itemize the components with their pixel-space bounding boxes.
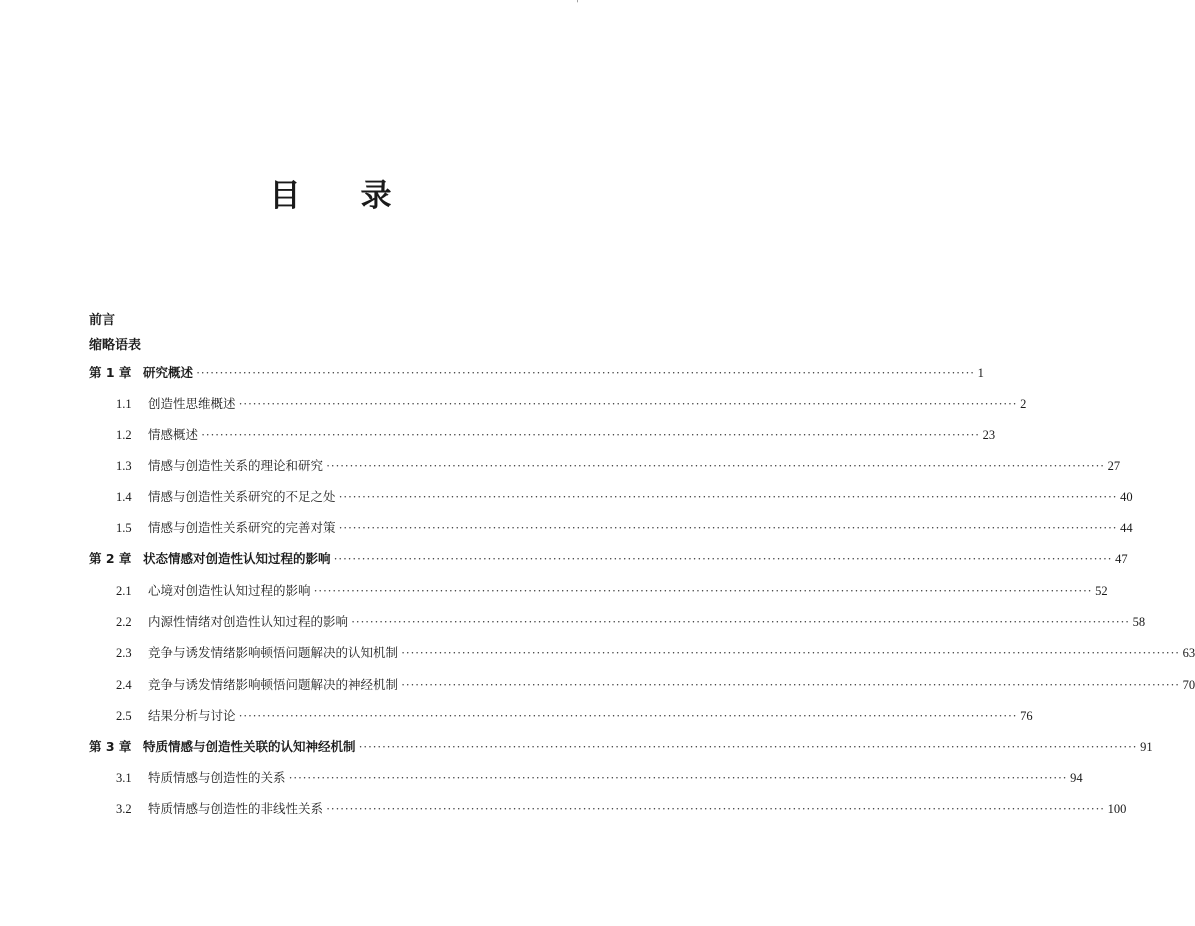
toc-section-entry[interactable] bbox=[89, 644, 1195, 662]
dot-leader: ······································································································································································· bbox=[238, 709, 1018, 723]
section-number: 2.3 bbox=[116, 646, 132, 660]
page-title bbox=[0, 170, 661, 215]
dot-leader: ······································································································································································· bbox=[338, 521, 1118, 535]
page-number: 100 bbox=[1107, 802, 1127, 816]
entry-title: 特质情感与创造性的关系 bbox=[148, 770, 286, 785]
dot-leader: ······································································································································································· bbox=[288, 771, 1068, 785]
toc-section-entry[interactable] bbox=[89, 613, 1146, 631]
entry-title: 内源性情绪对创造性认知过程的影响 bbox=[148, 614, 349, 629]
entry-title: 情感与创造性关系研究的完善对策 bbox=[148, 520, 336, 535]
dot-leader: ······································································································································································· bbox=[196, 366, 975, 380]
entry-title: 状态情感对创造性认知过程的影响 bbox=[143, 551, 331, 566]
dot-leader: ······································································································································································· bbox=[351, 615, 1130, 629]
page-number: 91 bbox=[1140, 740, 1153, 754]
section-number: 3.1 bbox=[116, 771, 132, 785]
section-number: 2.4 bbox=[116, 678, 132, 692]
chapter-number: 第 2 章 bbox=[89, 551, 132, 566]
page-number: 70 bbox=[1182, 678, 1195, 692]
entry-title: 情感概述 bbox=[148, 427, 199, 442]
toc-section-entry[interactable] bbox=[89, 519, 1133, 537]
section-number: 1.1 bbox=[116, 397, 132, 411]
title-char-2: 录 bbox=[360, 178, 392, 214]
entry-title: 创造性思维概述 bbox=[148, 396, 236, 411]
page-number: 94 bbox=[1070, 771, 1083, 785]
entry-title: 情感与创造性关系的理论和研究 bbox=[148, 458, 324, 473]
toc-front-matter-preface[interactable]: 前言 bbox=[89, 313, 116, 328]
toc-section-entry[interactable] bbox=[89, 800, 1127, 818]
section-number: 2.5 bbox=[116, 709, 132, 723]
page-number: 44 bbox=[1120, 521, 1133, 535]
toc-section-entry[interactable] bbox=[89, 769, 1083, 787]
entry-title: 特质情感与创造性的非线性关系 bbox=[148, 801, 324, 816]
dot-leader: ······································································································································································· bbox=[401, 678, 1180, 692]
page-number: 40 bbox=[1120, 490, 1133, 504]
entry-title: 研究概述 bbox=[143, 365, 194, 380]
toc-section-entry[interactable] bbox=[89, 676, 1195, 694]
section-number: 1.2 bbox=[116, 428, 132, 442]
page-number: 63 bbox=[1182, 646, 1195, 660]
toc-section-entry[interactable] bbox=[89, 488, 1133, 506]
toc-chapter-entry[interactable] bbox=[89, 738, 1153, 756]
toc-section-entry[interactable] bbox=[89, 707, 1033, 725]
page-number: 76 bbox=[1020, 709, 1033, 723]
dot-leader: ······································································································································································· bbox=[401, 646, 1180, 660]
section-number: 1.5 bbox=[116, 521, 132, 535]
dot-leader: ······································································································································································· bbox=[358, 740, 1138, 754]
dot-leader: ······································································································································································· bbox=[201, 428, 980, 442]
corner-mark: ' bbox=[576, 0, 579, 10]
toc-section-entry[interactable] bbox=[89, 426, 996, 444]
entry-title: 结果分析与讨论 bbox=[148, 708, 236, 723]
section-number: 2.1 bbox=[116, 584, 132, 598]
page-number: 2 bbox=[1020, 397, 1027, 411]
chapter-number: 第 1 章 bbox=[89, 365, 132, 380]
dot-leader: ······································································································································································· bbox=[238, 397, 1018, 411]
dot-leader: ······································································································································································· bbox=[333, 552, 1113, 566]
page-number: 47 bbox=[1115, 552, 1128, 566]
page-number: 27 bbox=[1107, 459, 1121, 473]
dot-leader: ······································································································································································· bbox=[338, 490, 1118, 504]
page-number: 52 bbox=[1095, 584, 1108, 598]
toc-chapter-entry[interactable] bbox=[89, 364, 984, 382]
entry-title: 竞争与诱发情绪影响顿悟问题解决的神经机制 bbox=[148, 677, 399, 692]
dot-leader: ······································································································································································· bbox=[326, 802, 1105, 816]
chapter-number: 第 3 章 bbox=[89, 739, 132, 754]
entry-title: 特质情感与创造性关联的认知神经机制 bbox=[143, 739, 356, 754]
dot-leader: ······································································································································································· bbox=[326, 459, 1105, 473]
toc-section-entry[interactable] bbox=[89, 457, 1121, 475]
entry-title: 竞争与诱发情绪影响顿悟问题解决的认知机制 bbox=[148, 645, 399, 660]
entry-title: 心境对创造性认知过程的影响 bbox=[148, 583, 311, 598]
page-number: 58 bbox=[1132, 615, 1146, 629]
page-number: 1 bbox=[977, 366, 984, 380]
title-char-1: 目 bbox=[269, 178, 301, 214]
section-number: 2.2 bbox=[116, 615, 132, 629]
entry-title: 情感与创造性关系研究的不足之处 bbox=[148, 489, 336, 504]
toc-front-matter-abbreviations[interactable]: 缩略语表 bbox=[89, 338, 142, 353]
page-number: 23 bbox=[982, 428, 996, 442]
section-number: 3.2 bbox=[116, 802, 132, 816]
toc-chapter-entry[interactable] bbox=[89, 550, 1128, 568]
dot-leader: ······································································································································································· bbox=[313, 584, 1093, 598]
section-number: 1.4 bbox=[116, 490, 132, 504]
section-number: 1.3 bbox=[116, 459, 132, 473]
toc-section-entry[interactable] bbox=[89, 582, 1108, 600]
toc-section-entry[interactable] bbox=[89, 395, 1027, 413]
